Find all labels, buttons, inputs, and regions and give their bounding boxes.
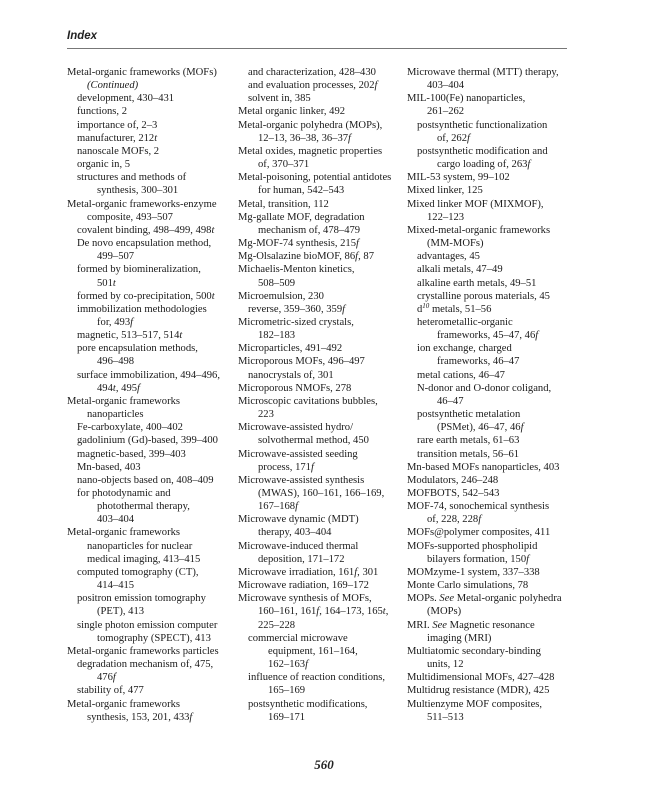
index-line: MOFBOTS, 542–543 [407,488,500,499]
index-line: ion exchange, charged [417,343,512,355]
index-line: degradation mechanism of, 475, [77,659,214,671]
index-line: 46–47 [437,395,464,407]
index-line: reverse, 359–360, 359f [248,303,346,315]
index-line: Metal-organic frameworks-enzyme [67,198,217,210]
index-line: functions, 2 [77,106,128,118]
index-line: Microwave-assisted seeding [238,448,358,460]
index-line: pore encapsulation methods, [77,343,198,355]
index-line: nanoparticles [87,409,144,421]
index-line: nanocrystals of, 301 [248,369,334,381]
index-line: Mn-based MOFs nanoparticles, 403 [407,461,560,473]
index-line: 160–161, 161f, 164–173, 165t, [258,606,389,618]
index-line: computed tomography (CT), [77,566,199,578]
index-line: Mn-based, 403 [77,461,141,473]
index-line: Microwave dynamic (MDT) [238,514,359,526]
index-line: units, 12 [427,659,464,671]
index-line: Modulators, 246–248 [407,474,499,486]
index-line: (Continued) [87,80,139,92]
index-line: Metal oxides, magnetic properties [238,145,383,157]
index-line: Metal-organic polyhedra (MOPs), [238,119,383,131]
index-line: MOFs-supported phospholipid [407,540,538,552]
index-line: advantages, 45 [417,251,480,263]
index-line: 511–513 [427,711,464,723]
index-line: alkali metals, 47–49 [417,264,503,276]
index-line: Microporous MOFs, 496–497 [238,356,365,368]
index-line: immobilization methodologies [77,303,207,315]
index-line: cargo loading of, 263f [437,159,531,171]
index-line: influence of reaction conditions, [248,672,386,684]
index-line: Mixed linker MOF (MIXMOF), [407,198,544,210]
index-line: 494t, 495f [97,382,140,394]
index-line: 169–171 [268,711,306,723]
index-line: Multienzyme MOF composites, [407,698,543,710]
index-line: magnetic, 513–517, 514t [77,330,183,342]
index-line: Metal-organic frameworks (MOFs) [67,67,217,78]
index-line: Microwave-assisted hydro/ [238,422,354,434]
index-line: De novo encapsulation method, [77,238,212,250]
index-line: for photodynamic and [77,488,171,499]
index-line: solvent in, 385 [248,93,311,105]
index-line: gadolinium (Gd)-based, 399–400 [77,435,218,447]
index-line: formed by biomineralization, [77,264,201,276]
index-line: of, 228, 228f [427,514,482,526]
index-line: 12–13, 36–38, 36–37f [258,132,351,144]
index-line: formed by co-precipitation, 500t [77,290,215,302]
index-line: Metal-organic frameworks [67,527,181,539]
index-line: N-donor and O-donor coligand, [417,382,552,394]
index-line: importance of, 2–3 [77,119,158,131]
index-line: Microparticles, 491–492 [238,343,343,355]
index-line: deposition, 171–172 [258,553,345,565]
index-line: structures and methods of [77,172,187,184]
index-line: metal cations, 46–47 [417,369,505,381]
index-line: and evaluation processes, 202f [248,80,378,92]
index-line: 167–168f [258,501,299,513]
index-line: 261–262 [427,106,465,118]
index-line: of, 262f [437,132,470,144]
index-line: of, 370–371 [258,159,310,171]
index-line: composite, 493–507 [87,211,173,223]
index-line: development, 430–431 [77,93,175,105]
index-line: surface immobilization, 494–496, [77,369,220,381]
index-line: Mg-MOF-74 synthesis, 215f [238,238,359,250]
index-line: for human, 542–543 [258,185,345,197]
index-line: MIL-100(Fe) nanoparticles, [407,93,526,105]
index-line: MOF-74, sonochemical synthesis [407,501,550,513]
index-line: Multiatomic secondary-binding [407,645,541,657]
index-line: nanoscale MOFs, 2 [77,145,160,157]
index-line: and characterization, 428–430 [248,67,376,78]
index-line: Michaelis-Menton kinetics, [238,264,355,276]
index-line: Multidrug resistance (MDR), 425 [407,685,550,697]
index-line: bilayers formation, 150f [427,553,530,565]
index-line: 122–123 [427,211,465,223]
index-line: 499–507 [97,251,135,263]
index-line: manufacturer, 212t [77,132,158,144]
index-line: Microwave synthesis of MOFs, [238,593,372,605]
page-number: 560 [314,757,334,772]
index-line: postsynthetic metalation [417,409,521,421]
index-line: (PSMet), 46–47, 46f [437,422,524,434]
index-line: photothermal therapy, [97,501,190,513]
index-line: Micrometric-sized crystals, [238,316,354,328]
index-line: transition metals, 56–61 [417,448,520,460]
index-line: frameworks, 46–47 [437,356,520,368]
index-line: heterometallic-organic [417,316,513,328]
index-line: Metal-organic frameworks particles [67,645,219,657]
index-line: rare earth metals, 61–63 [417,435,520,447]
index-line: MOPs. See Metal-organic polyhedra [407,593,562,605]
index-line: Mixed-metal-organic frameworks [407,224,551,236]
index-line: process, 171f [258,461,314,473]
index-line: synthesis, 300–301 [97,185,179,197]
index-line: 403–404 [427,80,465,92]
index-line: covalent binding, 498–499, 498t [77,224,215,236]
index-line: stability of, 477 [77,685,144,697]
index-column-3 [407,66,572,724]
index-line: 403–404 [97,514,135,526]
index-line: for, 493f [97,316,134,328]
index-line: Microscopic cavitations bubbles, [238,395,378,407]
index-line: 182–183 [258,330,296,342]
index-line: synthesis, 153, 201, 433f [87,711,193,723]
index-line: 225–228 [258,619,296,631]
index-line: Metal-organic frameworks [67,395,181,407]
index-line: crystalline porous materials, 45 [417,290,550,302]
index-line: 414–415 [97,580,135,592]
header-rule [67,48,567,49]
index-line: 496–498 [97,356,135,368]
index-line: postsynthetic modification and [417,145,548,157]
index-line: postsynthetic functionalization [417,119,548,131]
index-line: (PET), 413 [97,606,145,618]
index-line: MIL-53 system, 99–102 [407,172,510,184]
index-line: Mg-gallate MOF, degradation [238,211,365,223]
running-head: Index [67,30,98,42]
index-line: commercial microwave [248,632,348,644]
index-line: 165–169 [268,685,306,697]
page-header [67,30,567,42]
index-column-2 [238,66,400,724]
index-line: 223 [258,409,274,421]
index-line: organic in, 5 [77,159,131,171]
index-line: MRI. See Magnetic resonance [407,619,535,631]
index-line: Microemulsion, 230 [238,290,324,302]
index-line: positron emission tomography [77,593,206,605]
index-line: single photon emission computer [77,619,218,631]
index-line: Mixed linker, 125 [407,185,483,197]
index-line: Mg-Olsalazine bioMOF, 86f, 87 [238,251,374,263]
index-line: (MOPs) [427,606,462,618]
index-line: (MM-MOFs) [427,238,484,250]
index-line: nanoparticles for nuclear [87,540,193,552]
index-line: medical imaging, 413–415 [87,553,201,565]
index-line: Microwave irradiation, 161f, 301 [238,566,379,578]
index-line: frameworks, 45–47, 46f [437,330,539,342]
index-column-1 [67,66,242,724]
index-line: Microwave-induced thermal [238,540,359,552]
index-line: nano-objects based on, 408–409 [77,474,214,486]
index-line: imaging (MRI) [427,632,492,644]
index-line: Microporous NMOFs, 278 [238,382,352,394]
index-line: solvothermal method, 450 [258,435,369,447]
index-line: mechanism of, 478–479 [258,224,361,236]
index-line: 162–163f [268,659,309,671]
index-line: magnetic-based, 399–403 [77,448,186,460]
index-line: Metal-poisoning, potential antidotes [238,172,392,184]
index-line: 501t [97,277,116,289]
index-line: Multidimensional MOFs, 427–428 [407,672,555,684]
index-line: (MWAS), 160–161, 166–169, [258,488,385,499]
index-line: postsynthetic modifications, [248,698,368,710]
index-line: Metal-organic frameworks [67,698,181,710]
index-line: equipment, 161–164, [268,645,358,657]
index-line: Microwave radiation, 169–172 [238,580,369,592]
index-line: 508–509 [258,277,296,289]
index-line: Metal, transition, 112 [238,198,329,210]
index-line: Fe-carboxylate, 400–402 [77,422,183,434]
index-line: MOFs@polymer composites, 411 [407,527,551,539]
index-line: alkaline earth metals, 49–51 [417,277,537,289]
index-line: tomography (SPECT), 413 [97,632,211,644]
index-line: Microwave thermal (MTT) therapy, [407,67,559,78]
index-line: Monte Carlo simulations, 78 [407,580,529,592]
index-line: therapy, 403–404 [258,527,332,539]
index-line: Microwave-assisted synthesis [238,474,365,486]
index-line: MOMzyme-1 system, 337–338 [407,566,540,578]
index-line: Metal organic linker, 492 [238,106,346,118]
index-line: $d^{10}$ metals, 51–56 [417,301,492,315]
index-line: 476f [97,672,116,684]
